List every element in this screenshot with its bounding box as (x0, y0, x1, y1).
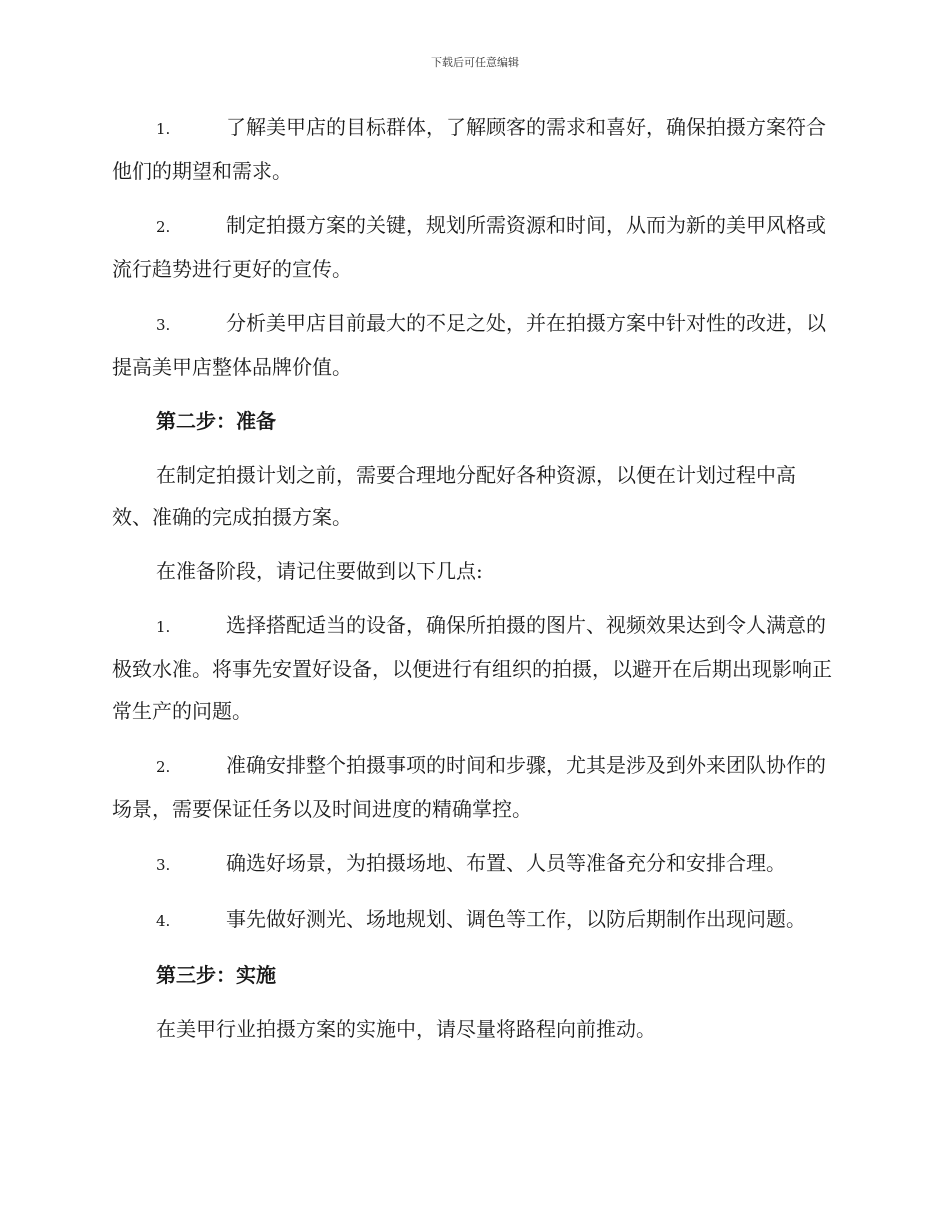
section-heading-step3: 第三步：实施 (156, 963, 276, 987)
list-text: 选择搭配适当的设备，确保所拍摄的图片、视频效果达到令人满意的极致水准。将事先安置好设备，以便进行有组织的拍摄，以避开在后期出现影响正常生产的问题。 (112, 613, 832, 723)
list-text: 确选好场景，为拍摄场地、布置、人员等准备充分和安排合理。 (226, 851, 786, 875)
list-text: 制定拍摄方案的关键，规划所需资源和时间，从而为新的美甲风格或流行趋势进行更好的宣传。 (112, 213, 826, 281)
document-body (112, 106, 834, 1062)
list-item (112, 744, 834, 830)
list-number: 3. (156, 316, 171, 334)
list-item (112, 204, 834, 290)
list-number: 1. (156, 120, 171, 138)
paragraph: 在准备阶段，请记住要做到以下几点: (156, 559, 483, 583)
list-text: 事先做好测光、场地规划、调色等工作，以防后期制作出现问题。 (226, 907, 806, 931)
list-item (112, 604, 834, 732)
paragraph: 在美甲行业拍摄方案的实施中，请尽量将路程向前推动。 (156, 1017, 656, 1041)
list-number: 2. (156, 758, 171, 776)
list-item (112, 898, 834, 942)
list-text: 分析美甲店目前最大的不足之处，并在拍摄方案中针对性的改进，以提高美甲店整体品牌价值。 (112, 311, 826, 379)
list-text: 了解美甲店的目标群体，了解顾客的需求和喜好，确保拍摄方案符合他们的期望和需求。 (112, 115, 826, 183)
section-heading-step2: 第二步：准备 (156, 409, 276, 433)
list-number: 2. (156, 218, 171, 236)
list-item (112, 842, 834, 886)
list-text: 准确安排整个拍摄事项的时间和步骤，尤其是涉及到外来团队协作的场景，需要保证任务以及时间进度的精确掌控。 (112, 753, 826, 821)
list-number: 4. (156, 912, 171, 930)
list-item (112, 302, 834, 388)
paragraph: 在制定拍摄计划之前，需要合理地分配好各种资源，以便在计划过程中高效、准确的完成拍摄方案。 (112, 463, 796, 529)
list-number: 3. (156, 856, 171, 874)
list-number: 1. (156, 618, 171, 636)
page-header: 下载后可任意编辑 (431, 56, 519, 69)
list-item (112, 106, 834, 192)
